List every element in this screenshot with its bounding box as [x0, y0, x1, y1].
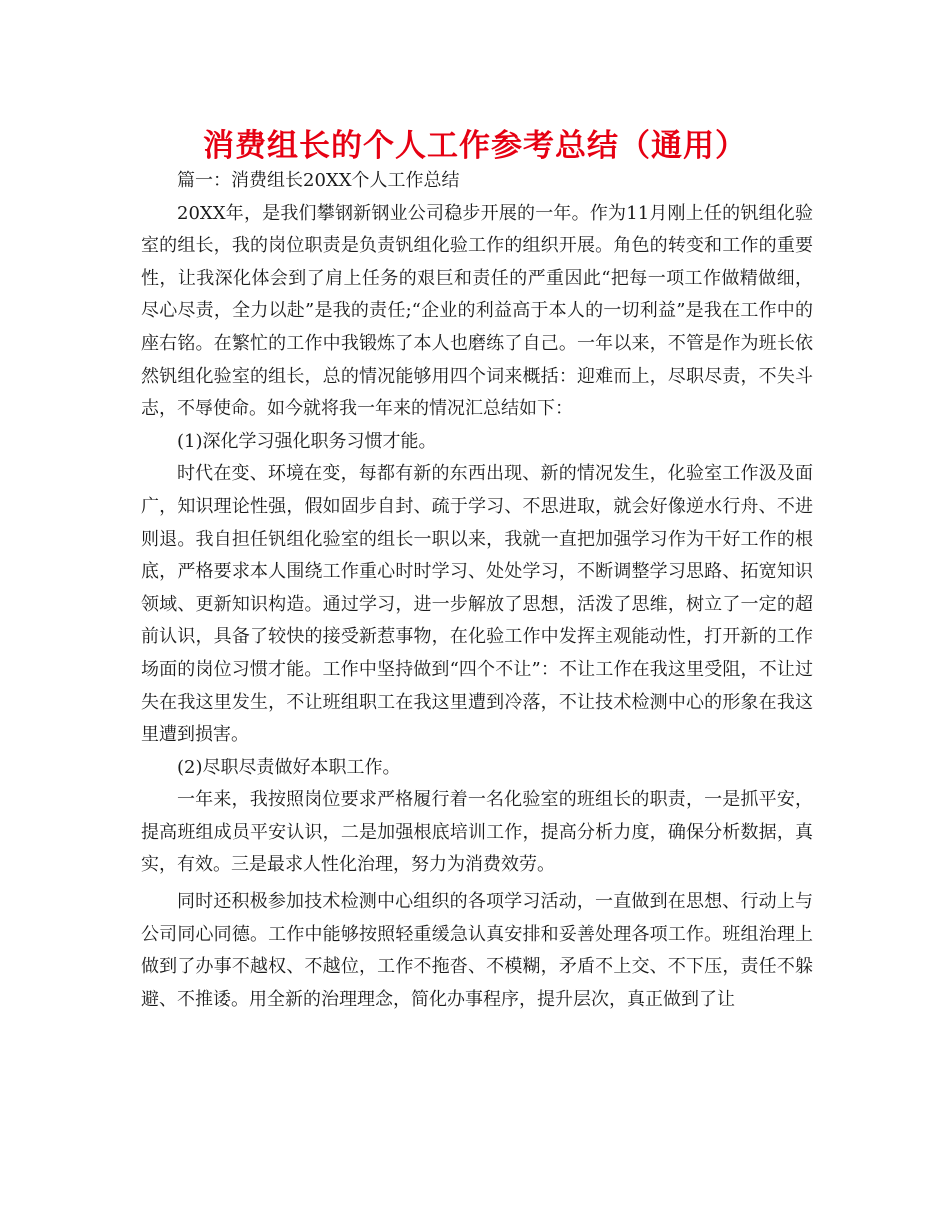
document-title: 消费组长的个人工作参考总结（通用） [203, 128, 747, 164]
subsection-heading: (2)尽职尽责做好本职工作。 [177, 756, 401, 778]
section-heading: 篇一：消费组长20XX个人工作总结 [177, 170, 460, 191]
body-paragraph: 20XX年，是我们攀钢新钢业公司稳步开展的一年。作为11月刚上任的钒组化验室的组长，我的岗位职责是负责钒组化验工作的组织开展。角色的转变和工作的重要性，让我深化体会到了肩上任务的艰巨和责任的严重因此“把每一项工作做精做细，尽心尽责，全力以赴”是我的责任;“企业的利益高于本人的一切利益”是我在工作中的座右铭。在繁忙的工作中我锻炼了本人也磨练了自己。一年以来，不管是作为班长依然钒组化验室的组长，总的情况能够用四个词来概括：迎难而上，尽职尽责，不失斗志，不辱使命。如今就将我一年来的情况汇总结如下： [141, 202, 813, 420]
body-paragraph: 时代在变、环境在变，每都有新的东西出现、新的情况发生，化验室工作汲及面广，知识理论性强，假如固步自封、疏于学习、不思进取，就会好像逆水行舟、不进则退。我自担任钒组化验室的组长一职以来，我就一直把加强学习作为干好工作的根底，严格要求本人围绕工作重心时时学习、处处学习，不断调整学习思路、拓宽知识领域、更新知识构造。通过学习，进一步解放了思想，活泼了思维，树立了一定的超前认识，具备了较快的接受新惹事物，在化验工作中发挥主观能动性，打开新的工作场面的岗位习惯才能。工作中坚持做到“四个不让”：不让工作在我这里受阻，不让过失在我这里发生，不让班组职工在我这里遭到冷落，不让技术检测中心的形象在我这里遭到损害。 [141, 463, 813, 746]
body-paragraph: 同时还积极参加技术检测中心组织的各项学习活动，一直做到在思想、行动上与公司同心同德。工作中能够按照轻重缓急认真安排和妥善处理各项工作。班组治理上做到了办事不越权、不越位，工作不拖沓、不模糊，矛盾不上交、不下压，责任不躲避、不推诿。用全新的治理理念，简化办事程序，提升层次，真正做到了让 [141, 891, 813, 1010]
document-body [141, 165, 813, 1016]
body-paragraph: 一年来，我按照岗位要求严格履行着一名化验室的班组长的职责，一是抓平安，提高班组成员平安认识，二是加强根底培训工作，提高分析力度，确保分析数据，真实，有效。三是最求人性化治理，努力为消费效劳。 [141, 789, 813, 876]
subsection-heading: (1)深化学习强化职务习惯才能。 [177, 430, 437, 452]
